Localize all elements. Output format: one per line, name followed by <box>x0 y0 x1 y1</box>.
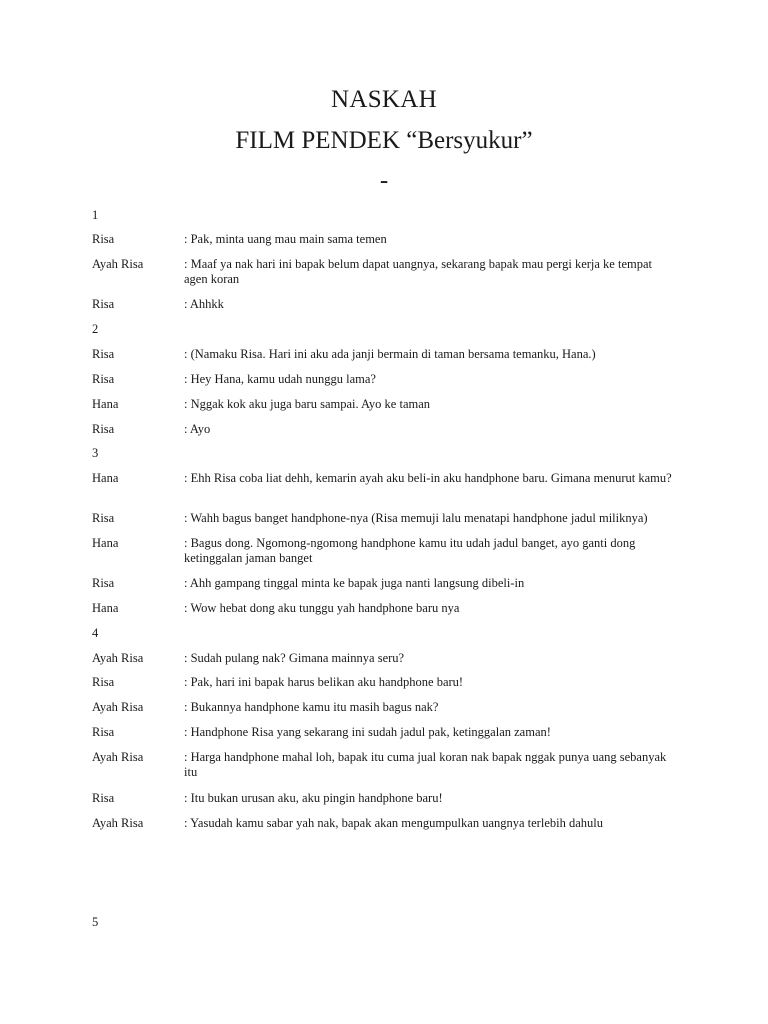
speaker-name: Risa <box>92 297 115 311</box>
dialogue-text: : Harga handphone mahal loh, bapak itu cuma jual koran nak bapak nggak punya uang sebanyak itu <box>184 750 667 779</box>
scene-number: 1 <box>92 208 99 222</box>
speaker-name: Risa <box>92 347 115 361</box>
speaker-name: Risa <box>92 422 115 436</box>
dialogue-text: : Ehh Risa coba liat dehh, kemarin ayah aku beli-in aku handphone baru. Gimana menurut kamu? <box>184 471 672 485</box>
scene-number: 5 <box>92 915 99 929</box>
dialogue-text: : Ahh gampang tinggal minta ke bapak juga nanti langsung dibeli-in <box>184 576 525 590</box>
scene-number: 4 <box>92 626 99 640</box>
speaker-name: Ayah Risa <box>92 651 144 665</box>
title-dash: - <box>379 167 389 194</box>
speaker-name: Risa <box>92 372 115 386</box>
speaker-name: Risa <box>92 576 115 590</box>
dialogue-text: : Pak, minta uang mau main sama temen <box>184 232 387 246</box>
dialogue-text: : Bagus dong. Ngomong-ngomong handphone kamu itu udah jadul banget, ayo ganti dong ketinggalan jaman banget <box>184 536 636 565</box>
speaker-name: Hana <box>92 471 119 485</box>
dialogue-text: : Maaf ya nak hari ini bapak belum dapat uangnya, sekarang bapak mau pergi kerja ke tempat agen koran <box>184 257 652 286</box>
speaker-name: Hana <box>92 601 119 615</box>
dialogue-text: : Bukannya handphone kamu itu masih bagus nak? <box>184 700 439 714</box>
dialogue-text: : Wahh bagus banget handphone-nya (Risa memuji lalu menatapi handphone jadul miliknya) <box>184 511 648 525</box>
dialogue-text: : Ayo <box>184 422 211 436</box>
document-title: NASKAH <box>331 86 437 113</box>
speaker-name: Risa <box>92 232 115 246</box>
scene-number: 2 <box>92 322 99 336</box>
speaker-name: Risa <box>92 511 115 525</box>
scene-number: 3 <box>92 446 99 460</box>
dialogue-text: : Wow hebat dong aku tunggu yah handphone baru nya <box>184 601 460 615</box>
dialogue-text: : Nggak kok aku juga baru sampai. Ayo ke taman <box>184 397 431 411</box>
film-title: FILM PENDEK “Bersyukur” <box>235 127 533 154</box>
speaker-name: Risa <box>92 725 115 739</box>
speaker-name: Risa <box>92 791 115 805</box>
dialogue-text: : Ahhkk <box>184 297 224 311</box>
dialogue-text: : Sudah pulang nak? Gimana mainnya seru? <box>184 651 405 665</box>
dialogue-text: : Yasudah kamu sabar yah nak, bapak akan mengumpulkan uangnya terlebih dahulu <box>184 816 603 830</box>
speaker-name: Ayah Risa <box>92 257 144 271</box>
dialogue-text: : (Namaku Risa. Hari ini aku ada janji bermain di taman bersama temanku, Hana.) <box>184 347 596 361</box>
speaker-name: Ayah Risa <box>92 700 144 714</box>
speaker-name: Hana <box>92 397 119 411</box>
speaker-name: Ayah Risa <box>92 750 144 764</box>
speaker-name: Ayah Risa <box>92 816 144 830</box>
dialogue-text: : Pak, hari ini bapak harus belikan aku handphone baru! <box>184 675 464 689</box>
speaker-name: Risa <box>92 675 115 689</box>
dialogue-text: : Itu bukan urusan aku, aku pingin handphone baru! <box>184 791 443 805</box>
speaker-name: Hana <box>92 536 119 550</box>
dialogue-text: : Hey Hana, kamu udah nunggu lama? <box>184 372 376 386</box>
dialogue-text: : Handphone Risa yang sekarang ini sudah jadul pak, ketinggalan zaman! <box>184 725 551 739</box>
